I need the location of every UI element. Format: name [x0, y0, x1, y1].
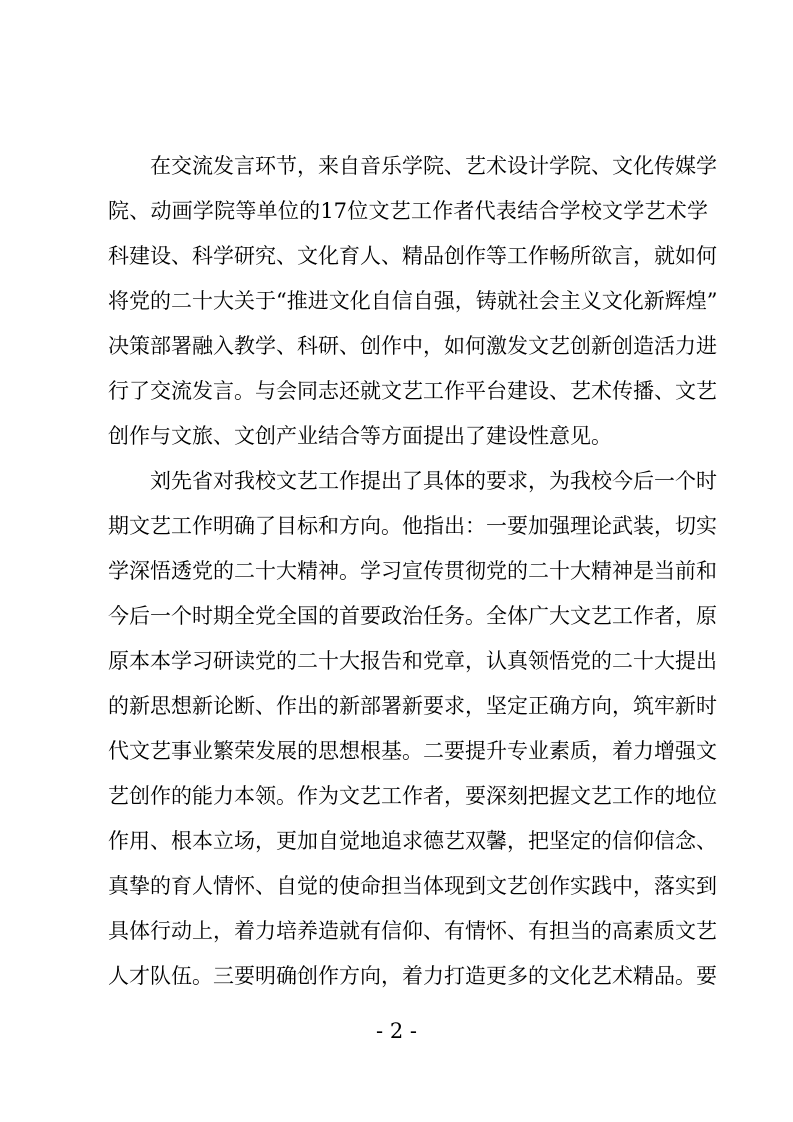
paragraph-1-line-3: 科建设、科学研究、文化育人、精品创作等工作畅所欲言，就如何	[108, 244, 717, 268]
paragraph-2-line-9: 作用、根本立场，更加自觉地追求德艺双馨，把坚定的信仰信念、	[108, 829, 717, 853]
paragraph-2-line-1: 刘先省对我校文艺工作提出了具体的要求，为我校今后一个时	[150, 469, 717, 493]
paragraph-2-line-5: 原本本学习研读党的二十大报告和党章，认真领悟党的二十大提出	[108, 649, 717, 673]
paragraph-2-line-12: 人才队伍。三要明确创作方向，着力打造更多的文化艺术精品。要	[108, 964, 717, 988]
paragraph-1-line-7: 创作与文旅、文创产业结合等方面提出了建设性意见。	[108, 424, 612, 448]
paragraph-2-line-11: 具体行动上，着力培养造就有信仰、有情怀、有担当的高素质文艺	[108, 919, 717, 943]
paragraph-1-line-5: 决策部署融入教学、科研、创作中，如何激发文艺创新创造活力进	[108, 334, 717, 358]
paragraph-1-line-1: 在交流发言环节，来自音乐学院、艺术设计学院、文化传媒学	[150, 154, 717, 178]
paragraph-1-line-4: 将党的二十大关于“推进文化自信自强，铸就社会主义文化新辉煌”	[108, 289, 718, 313]
paragraph-2-line-3: 学深悟透党的二十大精神。学习宣传贯彻党的二十大精神是当前和	[108, 559, 717, 583]
paragraph-2-line-10: 真挚的育人情怀、自觉的使命担当体现到文艺创作实践中，落实到	[108, 874, 717, 898]
page-number: - 2 -	[376, 1019, 417, 1043]
paragraph-2-line-6: 的新思想新论断、作出的新部署新要求，坚定正确方向，筑牢新时	[108, 694, 717, 718]
paragraph-2-line-8: 艺创作的能力本领。作为文艺工作者，要深刻把握文艺工作的地位	[108, 784, 717, 808]
paragraph-2-line-4: 今后一个时期全党全国的首要政治任务。全体广大文艺工作者，原	[108, 604, 717, 628]
paragraph-2-line-7: 代文艺事业繁荣发展的思想根基。二要提升专业素质，着力增强文	[108, 739, 717, 763]
paragraph-2-line-2: 期文艺工作明确了目标和方向。他指出：一要加强理论武装，切实	[108, 514, 717, 538]
paragraph-1-line-2: 院、动画学院等单位的17位文艺工作者代表结合学校文学艺术学	[108, 199, 708, 223]
paragraph-1-line-6: 行了交流发言。与会同志还就文艺工作平台建设、艺术传播、文艺	[108, 379, 717, 403]
